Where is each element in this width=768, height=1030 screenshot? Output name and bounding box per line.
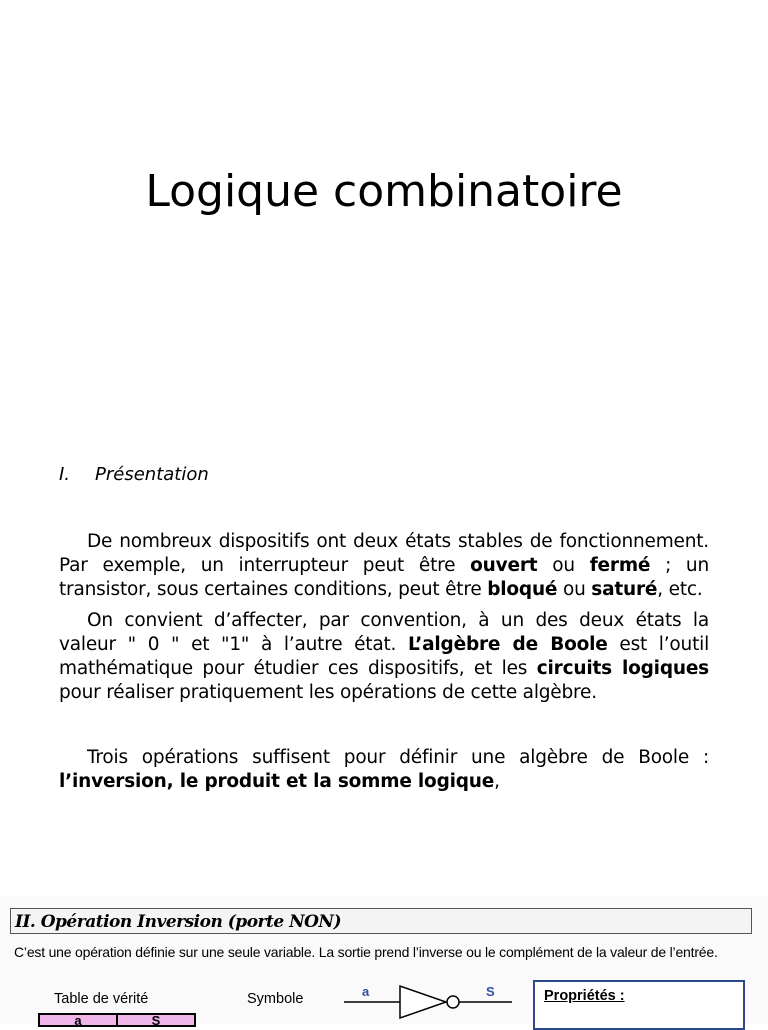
symbol-label: Symbole	[247, 991, 304, 1007]
bold-term: fermé	[589, 555, 651, 576]
properties-title: Propriétés :	[544, 988, 625, 1004]
truth-table-label: Table de vérité	[54, 991, 149, 1007]
text-run: De nombreux dispositifs ont deux états stables de fonctionnement. Par exemple, un interrupteur peut être	[59, 531, 709, 576]
text-run: ; un transistor, sous certaines conditions, peut être	[59, 555, 709, 600]
slide-title: Logique combinatoire	[145, 166, 623, 217]
gate-input-label: a	[362, 984, 370, 999]
truth-table	[38, 1013, 196, 1027]
scanned-document-excerpt	[0, 896, 768, 1028]
properties-box	[533, 980, 745, 1030]
text-run: , etc.	[657, 579, 703, 600]
text-run: est l’outil mathématique pour étudier ces dispositifs, et les	[59, 634, 710, 679]
text-run: On convient d’affecter, par convention, à un des deux états la valeur " 0 " et "1" à l’autre état.	[59, 610, 709, 655]
paragraph-presentation-2	[59, 609, 709, 705]
truth-table-header-s: S	[116, 1015, 194, 1025]
text-run: pour réaliser pratiquement les opérations de cette algèbre.	[59, 682, 597, 703]
bold-term: bloqué	[487, 579, 558, 600]
bold-term: l’inversion, le produit et la somme logique	[59, 771, 495, 792]
bold-term: ouvert	[470, 555, 538, 576]
section-heading	[59, 464, 209, 485]
paragraph-presentation-3	[59, 746, 709, 794]
text-run: ou	[557, 579, 592, 600]
text-run: Trois opérations suffisent pour définir une algèbre de Boole :	[87, 747, 709, 768]
paragraph-presentation-1	[59, 530, 709, 602]
text-run: ,	[494, 771, 500, 792]
gate-output-label: S	[486, 984, 495, 999]
bold-term: saturé	[591, 579, 658, 600]
not-gate-icon	[344, 984, 514, 1020]
section-title: Présentation	[95, 464, 209, 485]
scan-description: C’est une opération définie sur une seule variable. La sortie prend l’inverse ou le complément de la valeur de l’entrée.	[14, 944, 718, 960]
bold-term: circuits logiques	[536, 658, 709, 679]
scan-section-header: II. Opération Inversion (porte NON)	[10, 908, 752, 934]
text-run: ou	[537, 555, 590, 576]
section-number: I.	[59, 464, 71, 485]
bold-term: L’algèbre de Boole	[407, 634, 608, 655]
truth-table-header-a: a	[74, 1013, 82, 1028]
